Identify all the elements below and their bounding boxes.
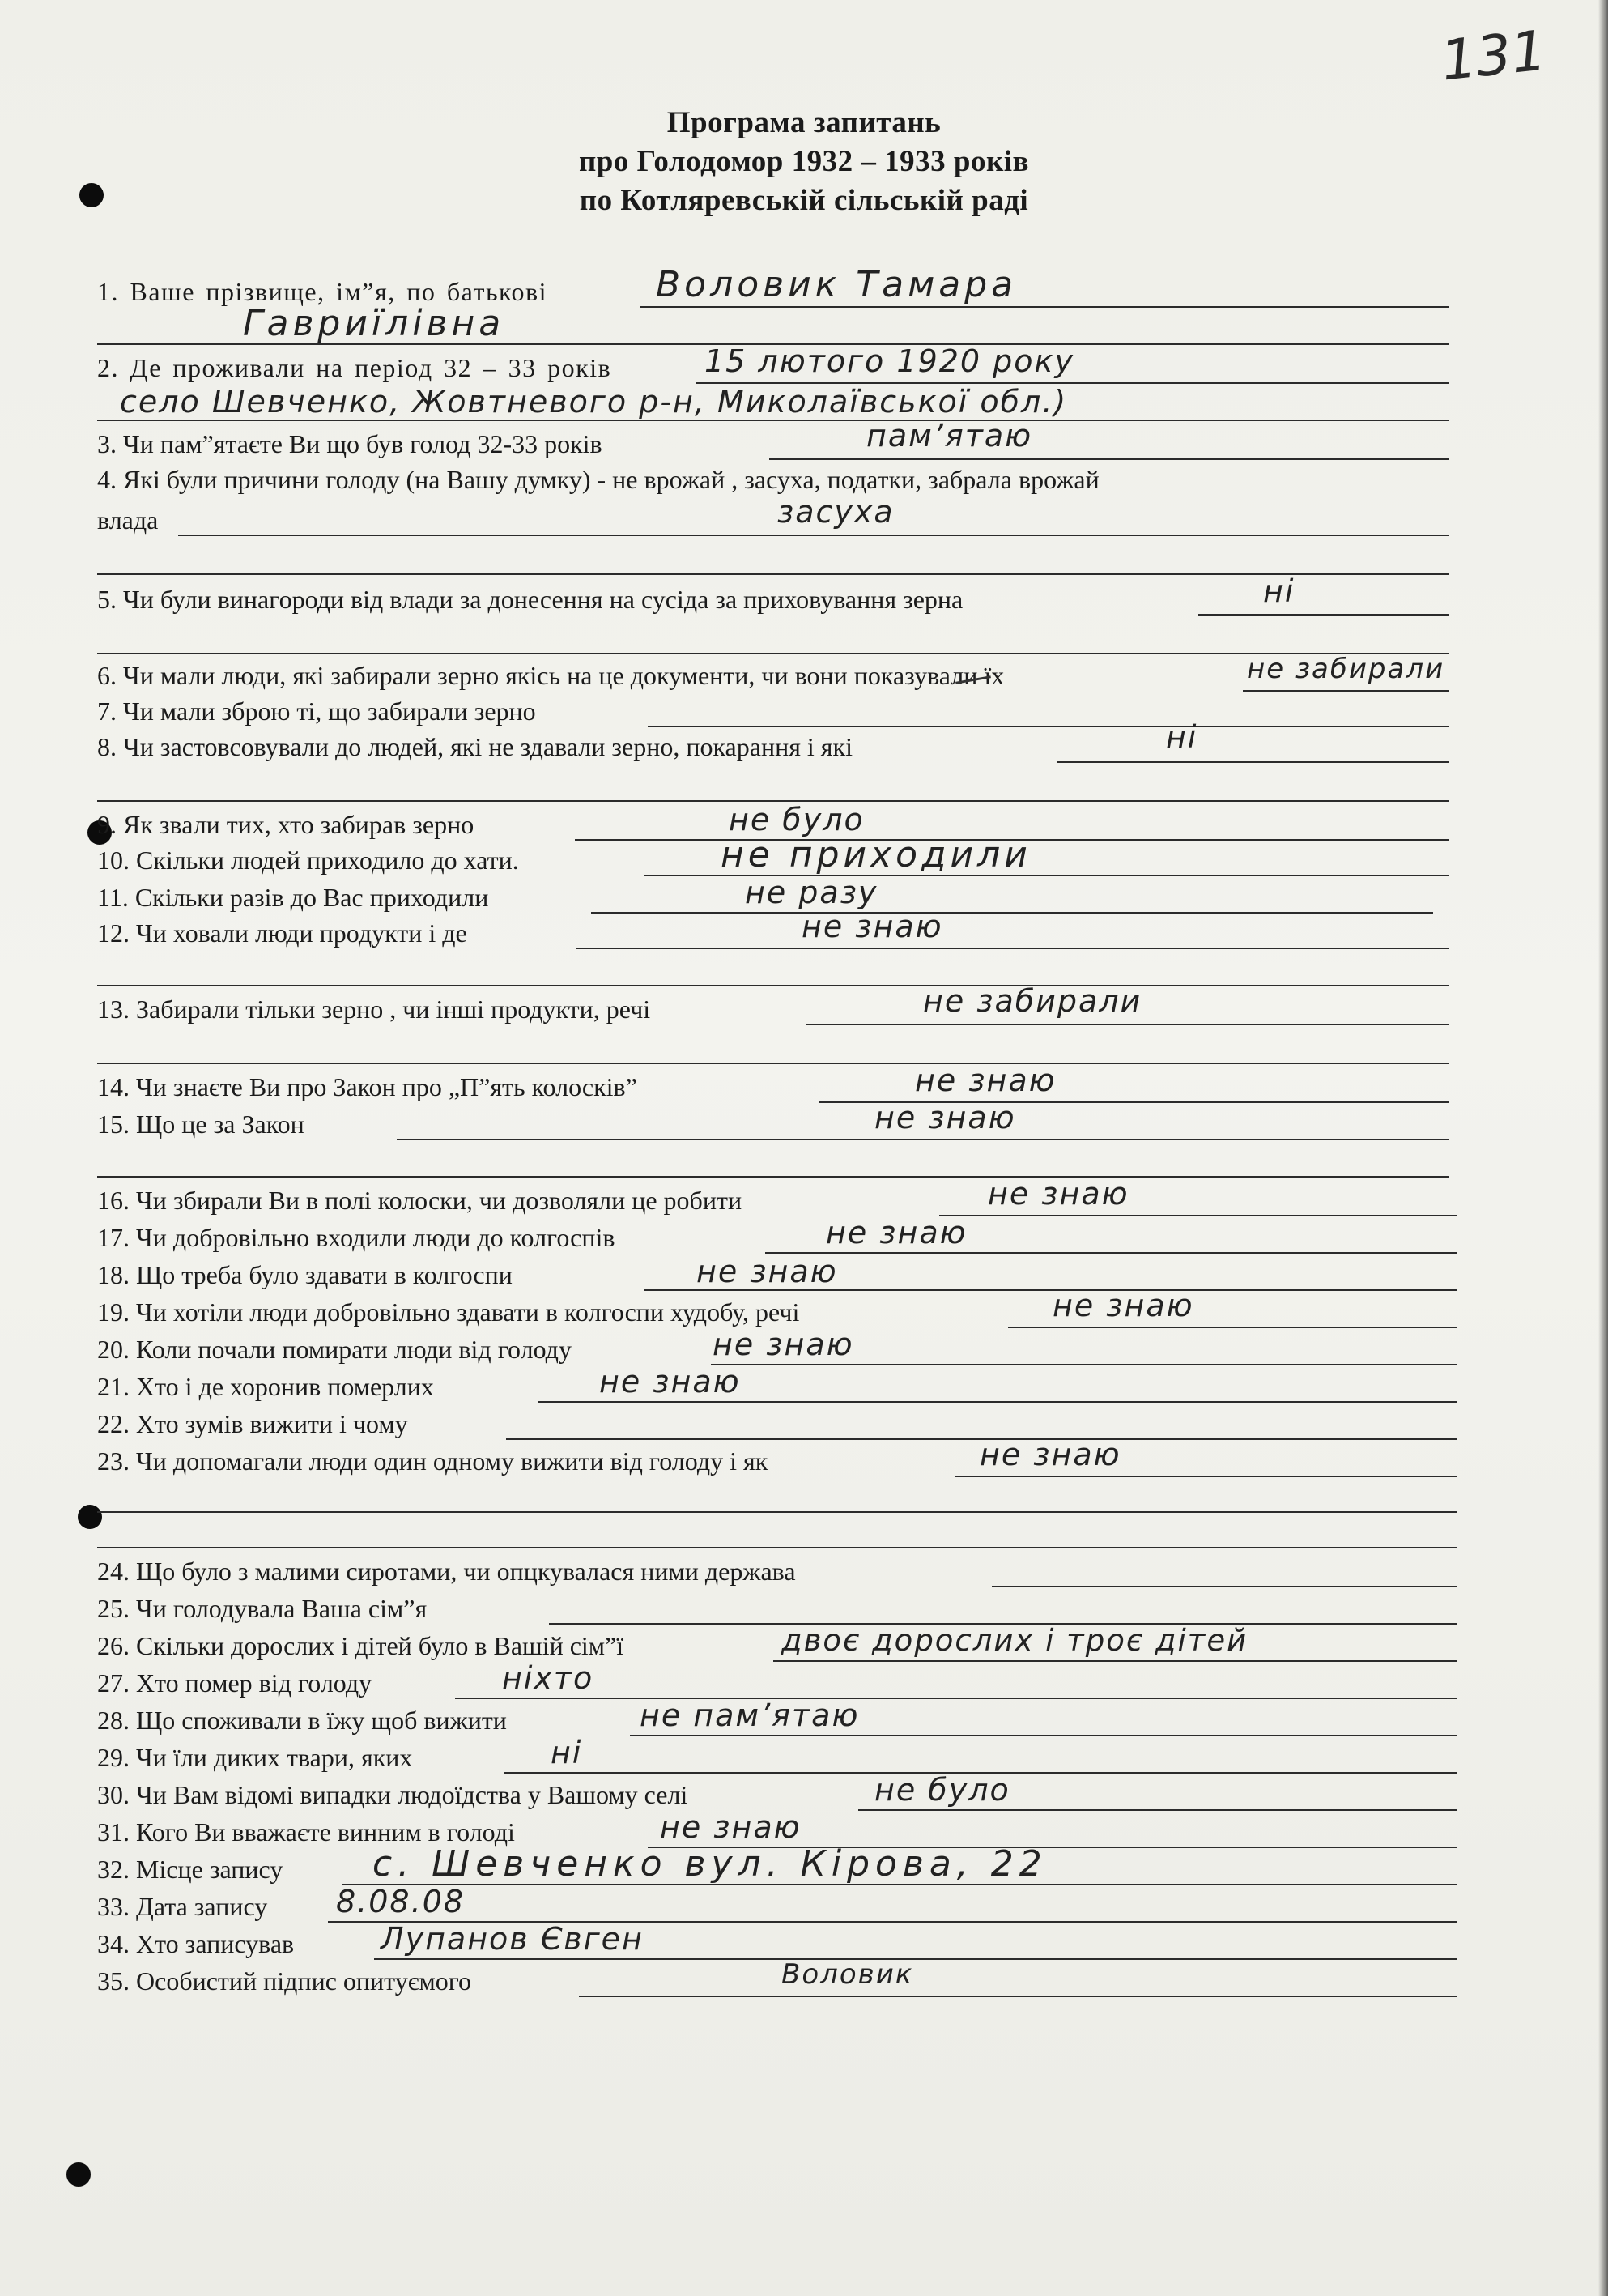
question-row-13 bbox=[0, 983, 1608, 1029]
question-row-21 bbox=[0, 1364, 1608, 1406]
answer-line bbox=[1243, 690, 1449, 692]
question-label: 18. Що треба було здавати в колгоспи bbox=[97, 1260, 513, 1289]
question-row-7 bbox=[0, 693, 1608, 731]
page-number: 131 bbox=[1438, 19, 1550, 94]
handwritten-answer: не забирали bbox=[1247, 653, 1445, 685]
answer-line bbox=[1008, 1327, 1457, 1328]
answer-line bbox=[765, 1252, 1457, 1254]
handwritten-answer: пам’ятаю bbox=[866, 418, 1033, 454]
answer-line bbox=[538, 1401, 1457, 1403]
question-row-28 bbox=[0, 1698, 1608, 1740]
answer-line bbox=[1057, 761, 1449, 763]
handwritten-answer: ніхто bbox=[502, 1660, 594, 1696]
question-label: 23. Чи допомагали люди один одному вижити від голоду і як bbox=[97, 1446, 768, 1476]
question-label: 13. Забирали тільки зерно , чи інші продукти, речі bbox=[97, 995, 651, 1024]
answer-line bbox=[769, 458, 1449, 460]
handwritten-answer: 8.08.08 bbox=[336, 1884, 466, 1919]
question-label: 21. Хто і де хоронив померлих bbox=[97, 1372, 434, 1401]
answer-line bbox=[806, 1024, 1449, 1025]
answer-line bbox=[640, 306, 1449, 308]
answer-line bbox=[97, 985, 1449, 986]
question-label: 5. Чи були винагороди від влади за донесення на сусіда за приховування зерна bbox=[97, 585, 964, 614]
answer-line bbox=[97, 1063, 1449, 1064]
question-row-30 bbox=[0, 1772, 1608, 1814]
question-label: 9. Як звали тих, хто забирав зерно bbox=[97, 810, 474, 839]
question-label: 6. Чи мали люди, які забирали зерно якісь на це документи, чи вони показували їх bbox=[97, 661, 1005, 690]
handwritten-answer: не знаю bbox=[599, 1364, 741, 1399]
form-title bbox=[0, 104, 1608, 220]
answer-line bbox=[97, 420, 1449, 421]
question-label: 35. Особистий підпис опитуємого bbox=[97, 1966, 472, 1996]
question-row-13-extra-line bbox=[0, 1030, 1608, 1067]
question-label: 31. Кого Ви вважаєте винним в голоді bbox=[97, 1817, 515, 1847]
handwritten-answer: не приходили bbox=[721, 834, 1032, 875]
question-label: 17. Чи добровільно входили люди до колгоспів bbox=[97, 1223, 615, 1252]
question-row-35 bbox=[0, 1958, 1608, 2000]
question-label: 32. Місце запису bbox=[97, 1855, 283, 1884]
title-line-2: про Голодомор 1932 – 1933 років bbox=[578, 145, 1030, 178]
handwritten-answer: ні bbox=[1263, 573, 1295, 609]
question-label: 7. Чи мали зброю ті, що забирали зерно bbox=[97, 696, 536, 726]
question-row-1 bbox=[0, 264, 1608, 311]
handwritten-answer: ні bbox=[551, 1735, 583, 1770]
answer-line bbox=[644, 1289, 1457, 1291]
question-label: 16. Чи збирали Ви в полі колоски, чи дозволяли це робити bbox=[97, 1186, 742, 1215]
handwritten-answer: село Шевченко, Жовтневого р-н, Миколаївської обл.) bbox=[120, 384, 1068, 420]
handwritten-answer: не знаю bbox=[713, 1327, 854, 1362]
answer-line bbox=[711, 1364, 1457, 1365]
handwritten-answer: не забирали bbox=[923, 983, 1142, 1019]
question-row-12-extra-line bbox=[0, 952, 1608, 990]
handwritten-answer: не знаю bbox=[874, 1100, 1016, 1135]
handwritten-answer: 15 лютого 1920 року bbox=[704, 343, 1074, 379]
handwritten-answer: не знаю bbox=[980, 1437, 1121, 1472]
question-label: 3. Чи пам”ятаєте Ви що був голод 32-33 років bbox=[97, 429, 602, 458]
title-line-1: Програма запитань bbox=[666, 106, 942, 139]
handwritten-answer: не було bbox=[729, 802, 865, 837]
question-row-4-continuation bbox=[0, 494, 1608, 539]
question-row-23-extra-line-1 bbox=[0, 1479, 1608, 1516]
answer-line bbox=[576, 948, 1449, 949]
question-label: 10. Скільки людей приходило до хати. bbox=[97, 846, 519, 875]
question-row-8 bbox=[0, 719, 1608, 766]
handwritten-answer: не знаю bbox=[660, 1809, 802, 1845]
question-label: 22. Хто зумів вижити і чому bbox=[97, 1409, 408, 1438]
question-label: 27. Хто помер від голоду bbox=[97, 1668, 372, 1698]
answer-line bbox=[97, 1176, 1449, 1178]
question-row-26 bbox=[0, 1623, 1608, 1665]
question-label: 15. Що це за Закон bbox=[97, 1110, 304, 1139]
question-label: 2. Де проживали на період 32 – 33 років bbox=[97, 353, 612, 382]
question-label: 12. Чи ховали люди продукти і де bbox=[97, 918, 467, 948]
question-row-17 bbox=[0, 1215, 1608, 1257]
question-label: 8. Чи застовсовували до людей, які не здавали зерно, покарання і які bbox=[97, 732, 853, 761]
question-row-32 bbox=[0, 1843, 1608, 1889]
handwritten-answer: Лупанов Євген bbox=[381, 1921, 644, 1957]
handwritten-answer: не знаю bbox=[915, 1063, 1057, 1098]
question-label: 20. Коли почали помирати люди від голоду bbox=[97, 1335, 572, 1364]
question-row-15 bbox=[0, 1100, 1608, 1144]
question-row-5 bbox=[0, 573, 1608, 619]
question-label: влада bbox=[97, 505, 159, 535]
question-row-16 bbox=[0, 1176, 1608, 1220]
question-row-3 bbox=[0, 418, 1608, 463]
question-row-2-continuation bbox=[0, 384, 1608, 424]
answer-line bbox=[374, 1958, 1457, 1960]
question-label: 4. Які були причини голоду (на Вашу думку) - не врожай , засуха, податки, забрала врожай bbox=[97, 465, 1100, 494]
answer-line bbox=[579, 1996, 1457, 1997]
answer-line bbox=[397, 1139, 1449, 1140]
question-label: 14. Чи знаєте Ви про Закон про „П”ять колосків” bbox=[97, 1072, 637, 1101]
handwritten-answer: не було bbox=[874, 1772, 1010, 1808]
handwritten-answer: не знаю bbox=[802, 909, 943, 944]
answer-line bbox=[773, 1660, 1457, 1662]
question-label: 28. Що споживали в їжу щоб вижити bbox=[97, 1706, 507, 1735]
respondent-signature: Воловик bbox=[781, 1958, 914, 1991]
question-label: 19. Чи хотіли люди добровільно здавати в колгоспи худобу, речі bbox=[97, 1297, 800, 1327]
title-line-3: по Котляревській сільській раді bbox=[579, 184, 1029, 217]
question-row-20 bbox=[0, 1327, 1608, 1369]
question-row-8-extra-line bbox=[0, 768, 1608, 805]
handwritten-answer: не знаю bbox=[696, 1254, 838, 1289]
question-label: 1. Ваше прізвище, ім”я, по батькові bbox=[97, 277, 547, 306]
question-label: 33. Дата запису bbox=[97, 1892, 268, 1921]
answer-line bbox=[992, 1586, 1457, 1587]
question-row-23 bbox=[0, 1437, 1608, 1480]
question-label: 24. Що було з малими сиротами, чи опцкувалася ними держава bbox=[97, 1557, 796, 1586]
answer-line bbox=[1198, 614, 1449, 616]
handwritten-answer: засуха bbox=[777, 494, 895, 530]
answer-line bbox=[955, 1476, 1457, 1477]
answer-line bbox=[97, 1511, 1457, 1513]
question-row-6 bbox=[0, 653, 1608, 695]
handwritten-answer: не знаю bbox=[988, 1176, 1129, 1212]
question-row-2 bbox=[0, 343, 1608, 387]
question-label: 29. Чи їли диких твари, яких bbox=[97, 1743, 413, 1772]
handwritten-answer: не пам’ятаю bbox=[640, 1698, 860, 1733]
question-row-22 bbox=[0, 1406, 1608, 1443]
answer-line bbox=[939, 1215, 1457, 1216]
handwritten-answer: двоє дорослих і троє дітей bbox=[781, 1623, 1249, 1658]
answer-line bbox=[97, 1547, 1457, 1548]
question-label: 25. Чи голодувала Ваша сім”я bbox=[97, 1594, 428, 1623]
question-row-29 bbox=[0, 1735, 1608, 1777]
question-row-24 bbox=[0, 1553, 1608, 1591]
handwritten-answer: не разу bbox=[745, 875, 878, 910]
handwritten-answer: Воловик Тамара bbox=[656, 264, 1018, 305]
answer-line bbox=[591, 912, 1433, 914]
binder-hole-bottom bbox=[66, 2162, 91, 2187]
answer-line bbox=[648, 726, 1449, 727]
question-row-4-extra-line bbox=[0, 541, 1608, 578]
answer-line bbox=[858, 1809, 1457, 1811]
answer-line bbox=[455, 1698, 1457, 1699]
handwritten-answer: с. Шевченко вул. Кірова, 22 bbox=[372, 1843, 1048, 1885]
question-row-33 bbox=[0, 1884, 1608, 1926]
answer-line bbox=[97, 573, 1449, 575]
handwritten-answer: ні bbox=[1166, 719, 1198, 755]
question-row-15-extra-line bbox=[0, 1144, 1608, 1181]
question-row-14 bbox=[0, 1063, 1608, 1106]
answer-line bbox=[630, 1735, 1457, 1736]
handwritten-answer: не знаю bbox=[826, 1215, 968, 1250]
question-row-18 bbox=[0, 1254, 1608, 1294]
question-row-12 bbox=[0, 909, 1608, 952]
question-label: 34. Хто записував bbox=[97, 1929, 295, 1958]
question-label: 30. Чи Вам відомі випадки людоїдства у Вашому селі bbox=[97, 1780, 688, 1809]
question-label: 11. Скільки разів до Вас приходили bbox=[97, 883, 489, 912]
answer-line bbox=[178, 535, 1449, 536]
question-row-23-extra-line-2 bbox=[0, 1514, 1608, 1552]
handwritten-answer: не знаю bbox=[1053, 1288, 1194, 1323]
handwritten-answer: Гавриїлівна bbox=[243, 303, 505, 344]
question-label: 26. Скільки дорослих і дітей було в Вашій сім”ї bbox=[97, 1631, 624, 1660]
